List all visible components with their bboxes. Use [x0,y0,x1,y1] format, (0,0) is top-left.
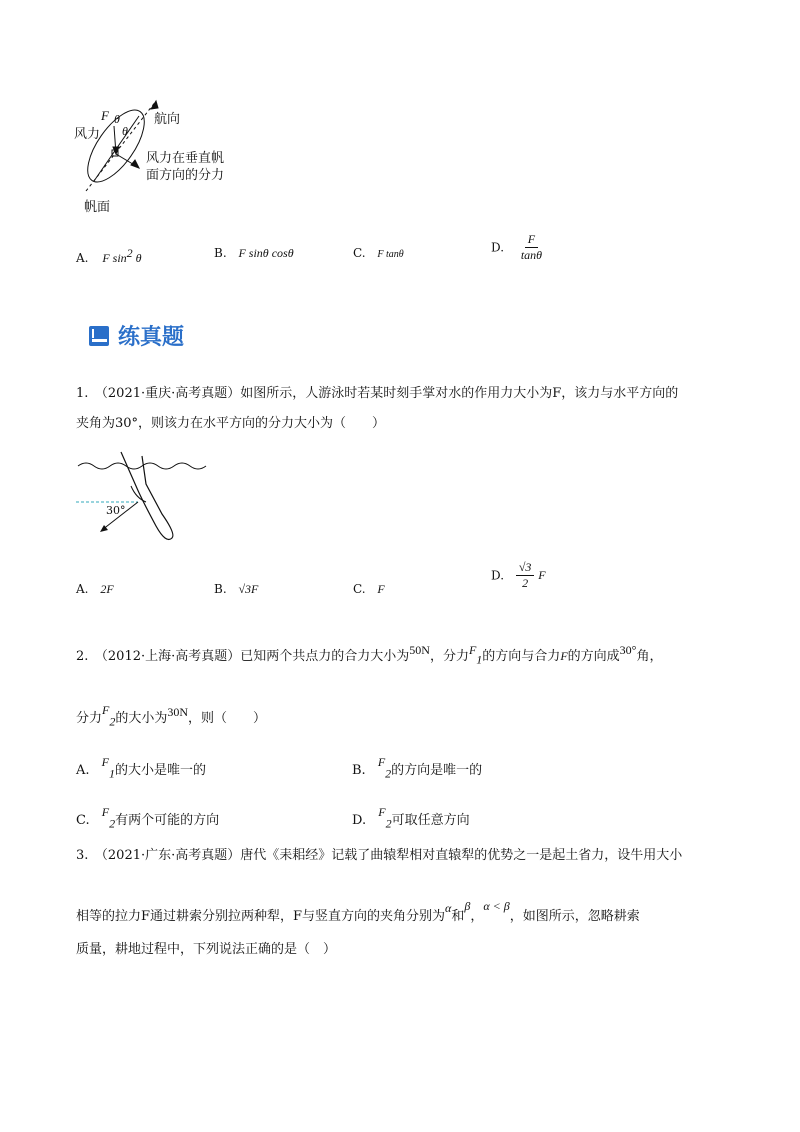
q2-line-1-f1: F [468,643,477,657]
fig1-label-heading: 航向 [154,112,181,127]
fig1-label-component-1: 风力在垂直帆 [146,151,225,166]
fig1-label-f: F [101,108,109,123]
q2-line-1-f1-sub: 1 [476,652,483,667]
fig1-label-sail: 帆面 [84,200,111,215]
q2-option-c-sub: 2 [109,816,116,831]
q3-line-2-and: 和 [451,909,465,924]
q2-option-b-f: F [377,755,386,769]
swim-angle-label: 30° [106,504,126,517]
q2-line-2-mid: 的大小为 [115,711,168,726]
prev-option-b-letter: B. [214,246,227,260]
q2-option-d-text: 可取任意方向 [391,813,470,828]
q1-line-2: 夹角为30°，则该力在水平方向的分力大小为（ ） [76,416,386,431]
q2-line-1-value: 50N [409,643,430,657]
q1-option-c[interactable] [353,582,385,597]
q1-option-d-denominator: 2 [522,576,529,590]
q2-line-1-post1: 的方向与合力 [482,649,561,664]
q2-option-c-f: F [101,805,110,819]
sail-figure [74,96,254,216]
q2-line-1-end: 角， [636,649,663,664]
q2-option-b-letter: B. [352,763,366,778]
q2-option-d-letter: D. [352,813,367,828]
q3-line-2-comma: ， [470,909,484,924]
fig1-label-component-2: 面方向的分力 [146,168,225,183]
q1-option-d-numerator: √3 [516,560,535,576]
q2-option-b-sub: 2 [385,766,392,781]
prev-option-c-expr: F tanθ [377,249,404,260]
q2-line-2-f2-sub: 2 [109,714,116,729]
q1-line-1: 1. （2021·重庆·高考真题）如图所示，人游泳时若某时刻手掌对水的作用力大小为F，该力与水平方向的 [76,386,679,401]
prev-option-a-theta: θ [132,251,142,265]
prev-option-d-letter: D. [491,240,505,255]
q2-option-c-text: 有两个可能的方向 [115,813,220,828]
q1-option-c-letter: C. [353,582,366,596]
q1-option-b-letter: B. [214,582,227,596]
q3-line-2 [76,896,640,927]
q3-line-1: 3. （2021·广东·高考真题）唐代《耒耜经》记载了曲辕犁相对直辕犁的优势之一是起土省力，设牛用大小 [76,848,683,863]
q2-line-1-post2: 的方向成 [567,649,620,664]
swim-diagram-svg [76,448,216,548]
prev-option-b[interactable] [214,246,294,261]
prev-option-a-sup: 2 [126,246,133,260]
prev-option-d-frac [518,232,545,263]
q2-option-a-text: 的大小是唯一的 [115,763,207,778]
swim-figure [76,448,216,548]
q2-line-2-end: ，则（ ） [188,711,267,726]
prev-option-d-numerator: F [525,232,538,248]
q1-option-d[interactable] [491,560,546,591]
q1-option-a-letter: A. [76,582,89,596]
q1-option-d-tail: F [538,568,546,582]
q1-option-a[interactable] [76,582,114,597]
q2-line-1 [76,640,663,670]
prev-option-a[interactable] [76,246,142,266]
q2-option-c[interactable] [76,802,219,834]
q1-option-b-expr: √3F [238,582,259,596]
prev-option-a-letter: A. [76,251,89,265]
q3-line-2-pre: 相等的拉力F通过耕索分别拉两种犁，F与竖直方向的夹角分别为 [76,909,446,924]
q2-option-a-sub: 1 [109,766,116,781]
fig1-label-wind: 风力 [74,127,101,142]
prev-option-a-expr: F sin [102,251,127,265]
q2-line-2-pre: 分力 [76,711,103,726]
q2-line-2-f2: F [102,703,110,717]
q2-line-2-value: 30N [167,705,189,719]
q1-option-b[interactable] [214,582,258,597]
q2-option-d-sub: 2 [385,816,392,831]
q1-option-c-expr: F [377,582,385,596]
q2-option-d[interactable] [352,802,470,834]
q2-option-b-text: 的方向是唯一的 [391,763,483,778]
book-icon [88,324,110,348]
q2-option-d-f: F [378,805,386,819]
q3-line-3: 质量，耕地过程中，下列说法正确的是（ ） [76,942,337,957]
q2-line-2 [76,700,266,732]
prev-option-b-expr: F sinθ cosθ [238,246,294,260]
prev-option-c[interactable] [353,246,404,260]
q1-option-a-expr: 2F [100,582,114,596]
q1-option-d-letter: D. [491,568,505,583]
q2-line-1-F: F [560,649,568,663]
q2-line-1-angle: 30° [619,643,637,657]
prev-option-d[interactable] [491,232,545,263]
q2-line-1-mid: ，分力 [429,649,469,664]
q2-option-c-letter: C. [76,813,90,828]
q3-line-2-alpha: α [445,901,452,915]
fig1-label-theta2: θ [122,124,128,138]
q2-option-a-f: F [101,755,110,769]
prev-option-d-denominator: tanθ [520,248,543,262]
section-heading [88,320,184,351]
q1-option-d-frac [516,560,535,591]
q2-option-a-letter: A. [76,763,90,778]
q2-line-1-pre: 2. （2012·上海·高考真题）已知两个共点力的合力大小为 [76,649,410,664]
q3-line-2-inequality: α < β [483,899,510,913]
q2-option-b[interactable] [352,752,482,784]
q3-line-2-end: ，如图所示，忽略耕索 [509,909,640,924]
section-title: 练真题 [118,325,185,350]
q2-option-a[interactable] [76,752,206,784]
prev-option-c-letter: C. [353,246,366,260]
q3-line-2-beta: β [464,899,471,913]
fig1-label-theta1: θ [114,112,120,126]
